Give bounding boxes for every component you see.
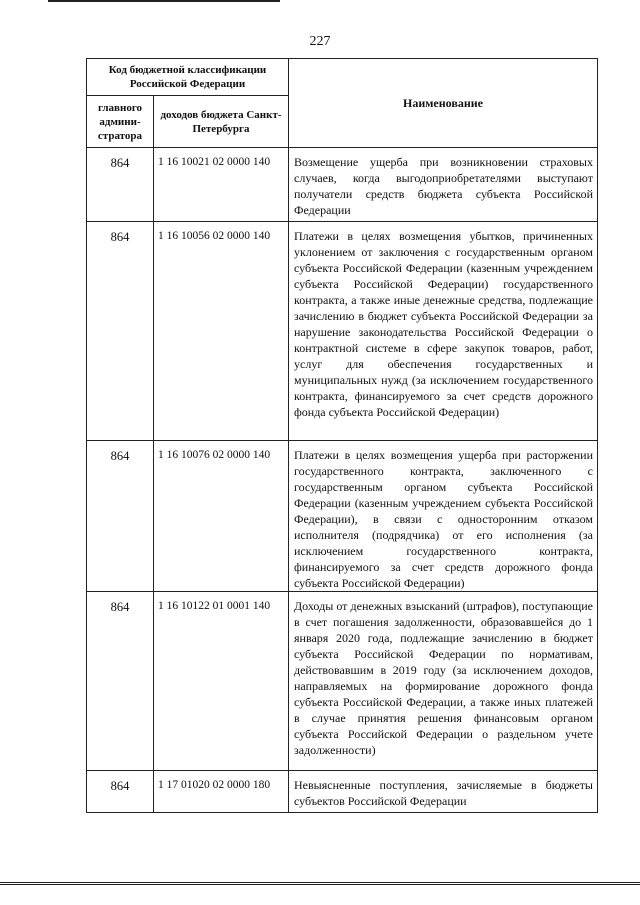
table-row [87, 592, 598, 771]
header-budget-classification-code: Код бюджетной классификации Российской Федерации [87, 59, 289, 96]
revenue-name-cell: Возмещение ущерба при возникновении страховых случаев, когда выгодоприобретателями выступают получатели средств бюджета субъекта Российской Федерации [289, 148, 598, 222]
table-row [87, 441, 598, 592]
admin-code-cell: 864 [87, 222, 154, 441]
revenue-code-cell: 1 16 10021 02 0000 140 [154, 148, 289, 222]
admin-code-cell: 864 [87, 592, 154, 771]
revenue-code-cell: 1 16 10056 02 0000 140 [154, 222, 289, 441]
header-name: Наименование [289, 59, 598, 148]
revenue-name-cell: Невыясненные поступления, зачисляемые в бюджеты субъектов Российской Федерации [289, 771, 598, 813]
revenue-name-cell: Платежи в целях возмещения убытков, причиненных уклонением от заключения с государственным органом субъекта Российской Федерации (казенным учреждением субъекта Российской Федерации) государственного контракта, а также иные денежные средства, подлежащие зачислению в бюджет субъекта Российской Федерации за нарушение законодательства Российской Федерации о контрактной системе в сфере закупок товаров, работ, услуг для обеспечения государственных и муниципальных нужд (за исключением государственного контракта, финансируемого за счет средств дорожного фонда субъекта Российской Федерации) [289, 222, 598, 441]
table-row [87, 148, 598, 222]
revenue-code-cell: 1 16 10122 01 0001 140 [154, 592, 289, 771]
revenue-name-cell: Платежи в целях возмещения ущерба при расторжении государственного контракта, заключенного с государственным органом субъекта Российской Федерации (казенным учреждением субъекта Российской Федерации), в связи с односторонним отказом исполнителя (подрядчика) от его исполнения (за исключением государственного контракта, финансируемого за счет средств дорожного фонда субъекта Российской Федерации) [289, 441, 598, 592]
budget-classification-table [86, 58, 598, 813]
top-rule [48, 0, 280, 2]
revenue-code-cell: 1 16 10076 02 0000 140 [154, 441, 289, 592]
admin-code-cell: 864 [87, 148, 154, 222]
bottom-rule [0, 882, 640, 885]
revenue-code-cell: 1 17 01020 02 0000 180 [154, 771, 289, 813]
admin-code-cell: 864 [87, 771, 154, 813]
header-chief-administrator: главного админи-стратора [87, 96, 154, 148]
table-row [87, 222, 598, 441]
admin-code-cell: 864 [87, 441, 154, 592]
table-row [87, 771, 598, 813]
revenue-name-cell: Доходы от денежных взысканий (штрафов), поступающие в счет погашения задолженности, образовавшейся до 1 января 2020 года, подлежащие зачислению в бюджет субъекта Российской Федерации по нормативам, действовавшим в 2019 году (за исключением доходов, направляемых на формирование дорожного фонда субъекта Российской Федерации, а также иных платежей в случае принятия решения финансовым органом субъекта Российской Федерации о раздельном учете задолженности) [289, 592, 598, 771]
header-revenue-code: доходов бюджета Санкт-Петербурга [154, 96, 289, 148]
page-number: 227 [309, 34, 331, 49]
